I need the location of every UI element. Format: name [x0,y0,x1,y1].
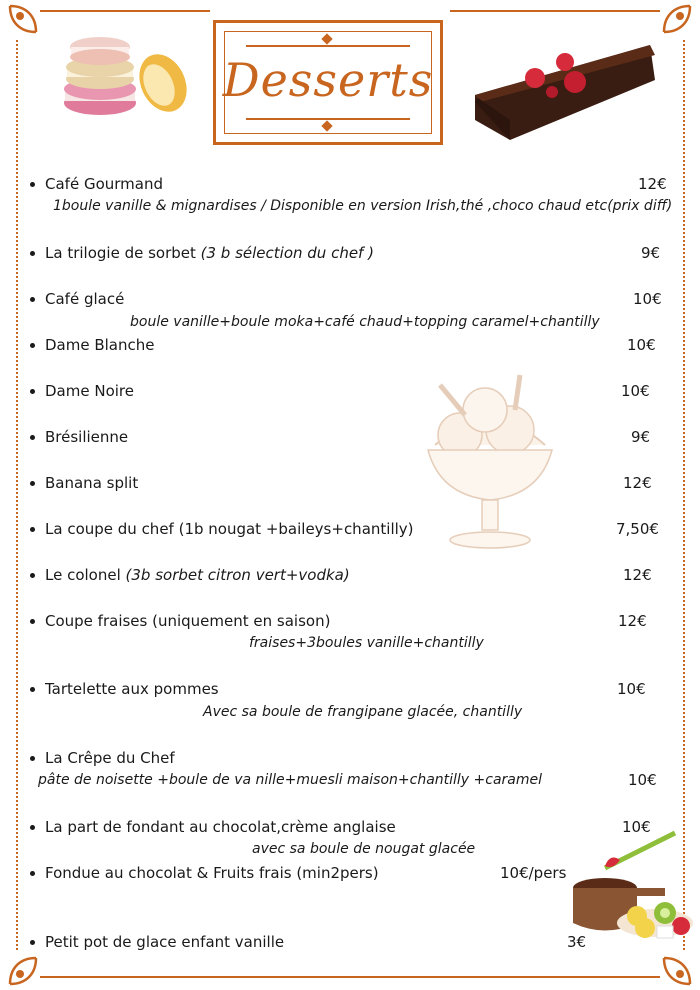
item-price: 7,50€ [616,520,659,538]
item-name: La Crêpe du Chef [45,749,175,767]
item-name: Café glacé [45,290,125,308]
item-price: 10€ [628,771,657,789]
item-name: La coupe du chef (1b nougat +baileys+chantilly) [45,520,414,538]
item-price: 10€/pers [500,864,567,882]
item-description: 1boule vanille & mignardises / Disponible en version Irish,thé ,choco chaud etc(prix diff) [53,198,673,214]
item-price: 12€ [638,175,667,193]
item-price: 9€ [631,428,651,446]
item-name: Banana split [45,474,139,492]
page-title: Desserts [222,53,434,107]
item-name: Coupe fraises (uniquement en saison) [45,612,331,630]
corner-ornament-icon [660,2,694,36]
macarons-icon [55,25,190,120]
item-name: Tartelette aux pommes [45,680,219,698]
item-name: Café Gourmand [45,175,163,193]
item-name: Dame Noire [45,382,134,400]
item-name: Fondue au chocolat & Fruits frais (min2pers) [45,864,379,882]
item-price: 10€ [627,336,656,354]
ice-cream-sundae-icon [420,365,560,555]
item-description: fraises+3boules vanille+chantilly [249,635,484,651]
item-price: 12€ [618,612,647,630]
corner-ornament-icon [6,954,40,988]
item-name: La trilogie de sorbet [45,244,201,262]
item-description: avec sa boule de nougat glacée [252,841,476,857]
item-note: (3 b sélection du chef ) [200,244,374,262]
corner-ornament-icon [6,2,40,36]
item-name: Brésilienne [45,428,129,446]
item-price: 3€ [567,933,587,951]
item-price: 10€ [617,680,646,698]
item-price: 10€ [621,382,650,400]
item-name: Dame Blanche [45,336,155,354]
item-name: La part de fondant au chocolat,crème anglaise [45,818,396,836]
item-description: Avec sa boule de frangipane glacée, chantilly [203,704,523,720]
item-description: pâte de noisette +boule de va nille+muesli maison+chantilly +caramel [38,772,543,788]
item-name: Petit pot de glace enfant vanille [45,933,285,951]
item-name: Le colonel [45,566,126,584]
item-price: 12€ [623,566,652,584]
item-description: boule vanille+boule moka+café chaud+topping caramel+chantilly [130,314,600,330]
item-note: (3b sorbet citron vert+vodka) [125,566,350,584]
chocolate-cake-slice-icon [470,40,660,150]
item-price: 9€ [641,244,661,262]
item-price: 10€ [622,818,651,836]
item-price: 12€ [623,474,652,492]
title-box [213,20,443,145]
item-price: 10€ [633,290,662,308]
